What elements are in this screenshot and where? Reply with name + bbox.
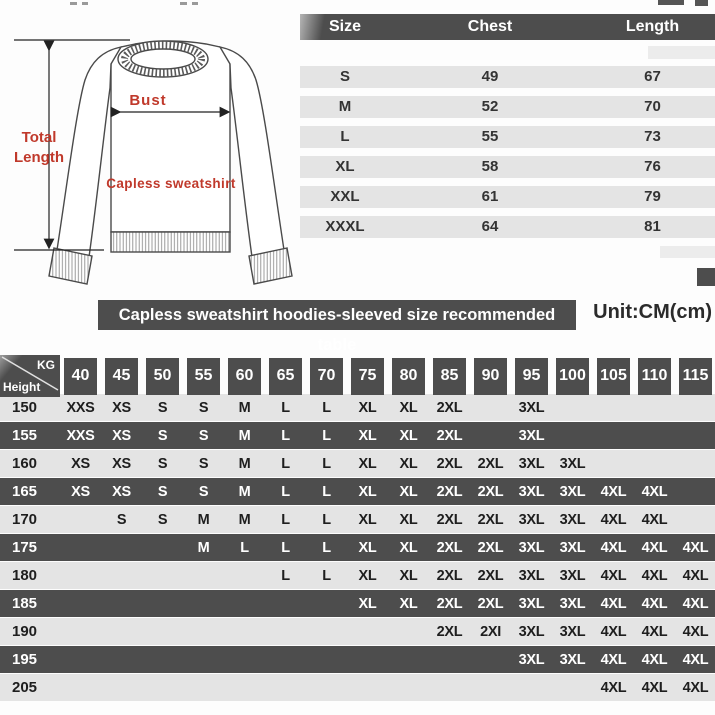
size-value-cell: 3XL [559,623,586,640]
size-value-cell: 4XL [641,679,668,696]
size-value-cell: XS [71,483,90,500]
size-value-cell: 2XL [436,567,463,584]
chest-cell: 55 [481,128,499,145]
weight-header-value: 60 [228,358,261,395]
size-cell: S [339,68,350,85]
length-cell: 67 [644,68,661,85]
weight-header-value: 85 [433,358,466,395]
weight-header-cell [470,355,511,397]
size-value-cell: XXS [66,399,95,416]
matrix-row-150 [0,394,715,421]
matrix-row-185 [0,590,715,617]
weight-header-value: 75 [351,358,384,395]
cropped-icon-remnant [695,0,708,6]
size-value-cell: XL [358,399,377,416]
cropped-icon-remnant [658,0,684,5]
size-value-cell: 4XL [600,511,627,528]
size-value-cell: M [197,539,210,556]
matrix-row-190 [0,618,715,645]
length-cell: 76 [644,158,661,175]
size-value-cell: XL [399,511,418,528]
size-value-cell: 4XL [641,595,668,612]
size-value-cell: 2XL [436,483,463,500]
size-value-cell: L [281,539,290,556]
weight-header-value: 40 [64,358,97,395]
size-value-cell: XL [399,567,418,584]
weight-header-value: 110 [638,358,671,395]
size-value-cell: 4XL [641,483,668,500]
chest-cell: 49 [481,68,499,85]
size-value-cell: L [322,455,331,472]
weight-header-value: 65 [269,358,302,395]
size-value-cell: 2XL [477,483,504,500]
size-table-row [300,186,715,208]
size-value-cell: 3XL [518,567,545,584]
size-value-cell: XL [358,427,377,444]
weight-header-value: 115 [679,358,712,395]
size-table-row [300,66,715,88]
ghost-row-remnant [660,246,715,258]
size-value-cell: XL [358,539,377,556]
size-table [300,14,715,246]
size-value-cell: L [322,399,331,416]
length-column-header: Length [625,18,680,35]
size-value-cell: 2XL [477,539,504,556]
size-value-cell: 3XL [559,567,586,584]
height-axis-label: Height [3,380,41,394]
size-value-cell: 2XL [436,455,463,472]
weight-header-cell [429,355,470,397]
size-value-cell: 4XL [682,651,709,668]
size-value-cell: S [157,427,168,444]
size-value-cell: 2XL [477,595,504,612]
bust-label: Bust [129,92,167,109]
height-label: 180 [12,567,38,584]
size-cell: XXXL [325,218,365,235]
size-value-cell: XL [399,427,418,444]
height-label: 195 [12,651,38,668]
size-value-cell: S [157,483,168,500]
matrix-row-175 [0,534,715,561]
height-label: 160 [12,455,38,472]
size-value-cell: 4XL [641,539,668,556]
size-value-cell: 4XL [682,567,709,584]
size-cell: XXL [330,188,360,205]
size-value-cell: S [198,455,209,472]
size-value-cell: XL [399,455,418,472]
cropped-bar-remnant [697,268,715,286]
size-value-cell: 2XL [436,623,463,640]
size-value-cell: 4XL [641,511,668,528]
size-value-cell: S [157,399,168,416]
weight-header-value: 45 [105,358,138,395]
size-table-body [300,66,715,238]
weight-header-cell [183,355,224,397]
size-value-cell: 3XL [518,623,545,640]
size-value-cell: 3XL [518,427,545,444]
size-value-cell: 4XL [682,595,709,612]
size-value-cell: 4XL [600,483,627,500]
size-value-cell: L [281,567,290,584]
size-value-cell: 2XL [436,511,463,528]
size-value-cell: XS [112,427,131,444]
matrix-body [0,394,715,701]
size-value-cell: 2XL [436,427,463,444]
size-value-cell: L [322,427,331,444]
height-label: 150 [12,399,38,416]
size-value-cell: XS [112,483,131,500]
size-value-cell: 4XL [641,623,668,640]
size-value-cell: 2XL [436,399,463,416]
size-value-cell: 4XL [682,679,709,696]
height-label: 155 [12,427,38,444]
size-value-cell: 3XL [559,539,586,556]
size-value-cell: L [240,539,249,556]
weight-header-value: 50 [146,358,179,395]
size-value-cell: XL [358,567,377,584]
size-recommendation-matrix [0,355,715,702]
weight-header-value: 100 [556,358,589,395]
size-value-cell: XL [358,483,377,500]
size-cell: XL [335,158,355,175]
size-value-cell: 2XL [436,539,463,556]
length-cell: 70 [644,98,661,115]
weight-header-value: 80 [392,358,425,395]
size-value-cell: M [238,511,251,528]
chest-cell: 52 [481,98,499,115]
size-cell: M [338,98,352,115]
weight-header-cell [593,355,634,397]
size-value-cell: S [198,399,209,416]
size-value-cell: 3XL [559,455,586,472]
size-value-cell: XXS [66,427,95,444]
chest-column-header: Chest [467,18,513,35]
matrix-row-195 [0,646,715,673]
size-value-cell: 3XL [518,539,545,556]
size-value-cell: L [281,399,290,416]
matrix-row-165 [0,478,715,505]
weight-header-cell [634,355,675,397]
size-value-cell: XS [112,399,131,416]
matrix-header-row [0,355,715,392]
size-value-cell: 2XL [477,455,504,472]
size-value-cell: S [116,511,127,528]
size-value-cell: 3XL [518,511,545,528]
size-value-cell: 3XL [518,455,545,472]
size-value-cell: M [238,399,251,416]
size-value-cell: XL [358,595,377,612]
weight-header-cell [675,355,715,397]
kg-axis-label: KG [37,358,55,372]
size-value-cell: M [238,483,251,500]
size-value-cell: L [281,511,290,528]
length-cell: 73 [644,128,661,145]
size-column-header: Size [328,18,361,35]
size-value-cell: M [238,427,251,444]
size-table-row [300,126,715,148]
size-value-cell: 4XL [600,651,627,668]
weight-header-cell [101,355,142,397]
matrix-row-155 [0,422,715,449]
matrix-row-205 [0,674,715,701]
size-value-cell: XS [112,455,131,472]
weight-header-cell [552,355,593,397]
size-value-cell: 4XL [600,567,627,584]
matrix-row-160 [0,450,715,477]
size-value-cell: 3XL [518,483,545,500]
matrix-corner-cell [0,355,60,397]
size-value-cell: 3XL [518,399,545,416]
matrix-row-170 [0,506,715,533]
weight-header-value: 90 [474,358,507,395]
size-value-cell: 4XL [600,623,627,640]
chest-cell: 64 [481,218,499,235]
weight-header-cell [265,355,306,397]
height-label: 205 [12,679,38,696]
length-cell: 79 [644,188,661,205]
weight-header-cell [142,355,183,397]
size-value-cell: 3XL [559,651,586,668]
size-value-cell: 4XL [682,539,709,556]
size-value-cell: S [157,511,168,528]
size-value-cell: 4XL [600,679,627,696]
size-cell: L [340,128,350,145]
size-value-cell: 3XL [559,595,586,612]
size-value-cell: XL [399,595,418,612]
height-label: 170 [12,511,38,528]
weight-header-value: 70 [310,358,343,395]
size-value-cell: 3XL [518,651,545,668]
size-value-cell: XL [358,511,377,528]
size-value-cell: S [198,483,209,500]
table-title-banner [98,300,576,354]
size-value-cell: L [322,567,331,584]
unit-label: Unit:CM(cm) [593,301,712,323]
size-value-cell: M [197,511,210,528]
weight-header-cell [388,355,429,397]
size-value-cell: 2XL [436,595,463,612]
size-value-cell: S [157,455,168,472]
size-value-cell: S [198,427,209,444]
product-name-label: Capless sweatshirt [106,176,236,191]
size-value-cell: 2XL [477,511,504,528]
size-value-cell: L [322,539,331,556]
size-value-cell: XL [358,455,377,472]
table-title-text: Capless sweatshirt hoodies-sleeved size recommended table [118,306,556,354]
weight-header-cell [306,355,347,397]
weight-header-cell [60,355,101,397]
size-value-cell: 2XL [477,567,504,584]
chest-cell: 58 [481,158,499,175]
weight-header-value: 105 [597,358,630,395]
size-table-row [300,96,715,118]
size-table-row [300,216,715,238]
size-value-cell: 4XL [641,567,668,584]
size-value-cell: XS [71,455,90,472]
size-value-cell: 3XL [559,483,586,500]
size-value-cell: 4XL [641,651,668,668]
size-value-cell: M [238,455,251,472]
size-value-cell: L [281,483,290,500]
weight-header-value: 55 [187,358,220,395]
size-value-cell: 2XI [480,623,501,640]
matrix-row-180 [0,562,715,589]
height-label: 185 [12,595,38,612]
size-value-cell: L [281,455,290,472]
size-value-cell: L [322,511,331,528]
size-value-cell: L [322,483,331,500]
size-value-cell: XL [399,539,418,556]
size-value-cell: 4XL [600,595,627,612]
size-value-cell: 4XL [682,623,709,640]
weight-header-value: 95 [515,358,548,395]
size-value-cell: 3XL [518,595,545,612]
sweatshirt-measurement-diagram [0,0,300,295]
size-table-row [300,156,715,178]
size-value-cell: XL [399,483,418,500]
weight-header-cell [224,355,265,397]
height-label: 190 [12,623,38,640]
chest-cell: 61 [481,188,499,205]
height-label: 165 [12,483,38,500]
size-table-header-row [300,14,715,40]
length-cell: 81 [644,218,661,235]
weight-header-cell [347,355,388,397]
size-value-cell: 3XL [559,511,586,528]
size-value-cell: 4XL [600,539,627,556]
height-label: 175 [12,539,38,556]
size-value-cell: L [281,427,290,444]
size-value-cell: XL [399,399,418,416]
total-length-label: Total Length [14,129,64,166]
weight-header-cell [511,355,552,397]
